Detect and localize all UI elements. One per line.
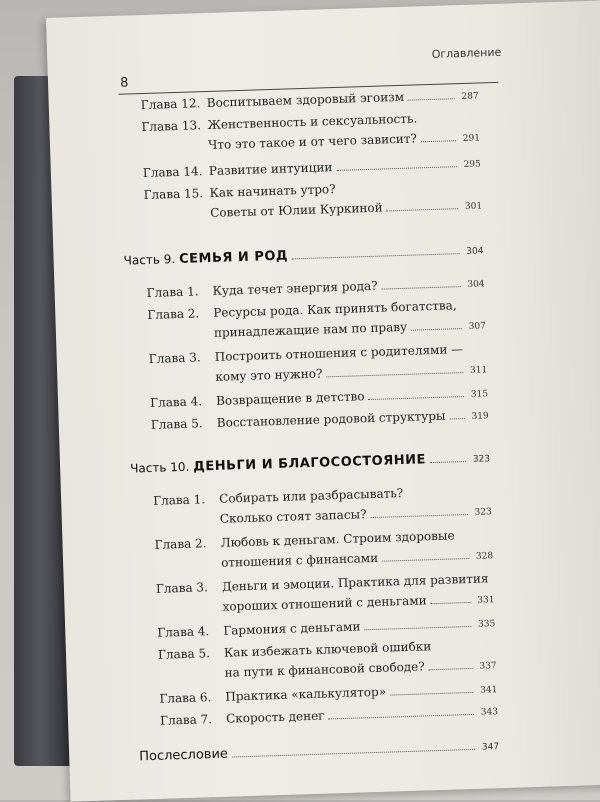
leader-dots: [431, 602, 471, 604]
chapter-title-cont: на пути к финансовой свободе?: [224, 659, 425, 680]
chapter-label: Глава 15.: [143, 186, 204, 203]
chapter-title: Гармония с деньгами: [223, 619, 361, 638]
page-ref: 323: [474, 507, 492, 518]
chapter-label: Глава 2.: [147, 306, 200, 322]
page-ref: 307: [468, 321, 487, 332]
chapter-title: Развитие интуиции: [208, 160, 333, 178]
chapter-title: Восстановление родовой структуры: [216, 408, 446, 430]
part-9-heading: [123, 242, 483, 268]
toc-entry: [132, 526, 494, 570]
toc-entry: [128, 384, 489, 410]
page-ref: 304: [467, 279, 485, 290]
chapter-title-cont: отношения с финансами: [220, 550, 379, 570]
chapter-title-cont: кому это нужно?: [215, 366, 323, 384]
part-label: Часть 10.: [129, 459, 190, 476]
leader-dots: [336, 166, 456, 171]
leader-dots: [326, 372, 463, 377]
leader-dots: [390, 692, 473, 696]
leader-dots: [450, 418, 465, 419]
chapter-label: Глава 5.: [157, 646, 211, 662]
toc-entry: [135, 614, 496, 640]
chapter-title: Воспитываем здоровый эгоизм: [206, 89, 405, 110]
chapter-title: Скорость денег: [225, 708, 325, 726]
chapter-title: Как начинать утро?: [209, 181, 336, 200]
page-ref: 347: [481, 742, 500, 753]
leader-dots: [429, 668, 473, 670]
page-number: 8: [119, 75, 129, 91]
chapter-label: Глава 5.: [150, 416, 203, 432]
chapter-title: Построить отношения с родителями —: [214, 342, 464, 364]
chapter-title-cont: хороших отношений с деньгами: [222, 593, 427, 614]
leader-dots: [430, 461, 466, 463]
leader-dots: [369, 396, 465, 400]
chapter-title: Ресурсы рода. Как принять богатства,: [213, 298, 457, 320]
chapter-title: Собирать или разбрасывать?: [218, 486, 404, 506]
leader-dots: [382, 286, 461, 289]
page-ref: 328: [475, 551, 494, 562]
toc-entry: [124, 274, 485, 300]
page-ref: 311: [469, 365, 488, 376]
page-ref: 335: [477, 619, 496, 630]
leader-dots: [421, 140, 456, 142]
afterword-entry: [139, 738, 499, 764]
page-ref: 291: [462, 133, 481, 144]
part-title: СЕМЬЯ И РОД: [178, 248, 289, 267]
leader-dots: [371, 514, 468, 518]
page-ref: 343: [480, 707, 499, 718]
page-ref: 315: [470, 389, 489, 400]
chapter-label: Глава 4.: [149, 394, 203, 410]
chapter-label: Глава 3.: [155, 580, 209, 596]
book-page: [46, 1, 600, 802]
chapter-label: Глава 12.: [140, 96, 201, 113]
part-label: Часть 9.: [123, 252, 176, 268]
leader-dots: [411, 328, 462, 331]
chapter-title: Деньги и эмоции. Практика для развития: [221, 571, 489, 594]
leader-dots: [329, 714, 475, 720]
chapter-title: Женственность и сексуальность.: [207, 111, 418, 132]
page-ref: 331: [477, 595, 495, 606]
toc-entry: [131, 482, 492, 526]
page-ref: 323: [472, 454, 491, 465]
toc-entry: [127, 340, 488, 384]
chapter-label: Глава 14.: [142, 164, 203, 181]
chapter-title-cont: Советы от Юлии Куркиной: [209, 200, 383, 220]
page-ref: 301: [464, 201, 483, 212]
chapter-title: Практика «калькулятор»: [225, 684, 387, 704]
chapter-title-cont: Что это такое и от чего зависит?: [207, 131, 418, 152]
chapter-label: Глава 13.: [141, 118, 202, 135]
chapter-label: Глава 7.: [159, 712, 213, 728]
chapter-label: Глава 1.: [153, 492, 206, 508]
chapter-title: Возвращение в детство: [215, 389, 365, 408]
running-head: Оглавление: [431, 45, 502, 61]
part-title: ДЕНЬГИ И БЛАГОСОСТОЯНИЕ: [193, 452, 427, 475]
page-ref: 287: [461, 91, 479, 102]
page-ref: 304: [466, 246, 484, 257]
chapter-title-cont: принадлежащие нам по праву: [213, 319, 408, 340]
page-ref: 341: [479, 685, 498, 696]
toc-entry: [137, 680, 498, 706]
page-ref: 337: [479, 661, 497, 672]
chapter-title: Как избежать ключевой ошибки: [223, 639, 432, 660]
leader-dots: [232, 749, 475, 758]
chapter-label: Глава 4.: [157, 624, 210, 640]
toc-entry: [121, 154, 481, 181]
chapter-label: Глава 3.: [148, 350, 201, 366]
chapter-title: Любовь к деньгам. Строим здоровые: [220, 528, 455, 550]
leader-dots: [292, 253, 460, 259]
chapter-title: Куда течет энергия рода?: [212, 278, 378, 298]
leader-dots: [408, 98, 455, 100]
afterword-title: Послесловие: [139, 746, 229, 765]
page-ref: 319: [471, 411, 489, 422]
chapter-label: Глава 1.: [146, 284, 199, 300]
toc-content: [116, 4, 520, 800]
chapter-label: Глава 6.: [159, 690, 212, 706]
leader-dots: [387, 208, 459, 211]
part-10-heading: [130, 450, 490, 476]
leader-dots: [364, 626, 471, 630]
chapter-title-cont: Сколько стоят запасы?: [219, 507, 367, 526]
toc-entry: [134, 570, 495, 614]
leader-dots: [382, 558, 469, 562]
chapter-label: Глава 2.: [154, 536, 207, 552]
page-ref: 295: [463, 159, 481, 170]
